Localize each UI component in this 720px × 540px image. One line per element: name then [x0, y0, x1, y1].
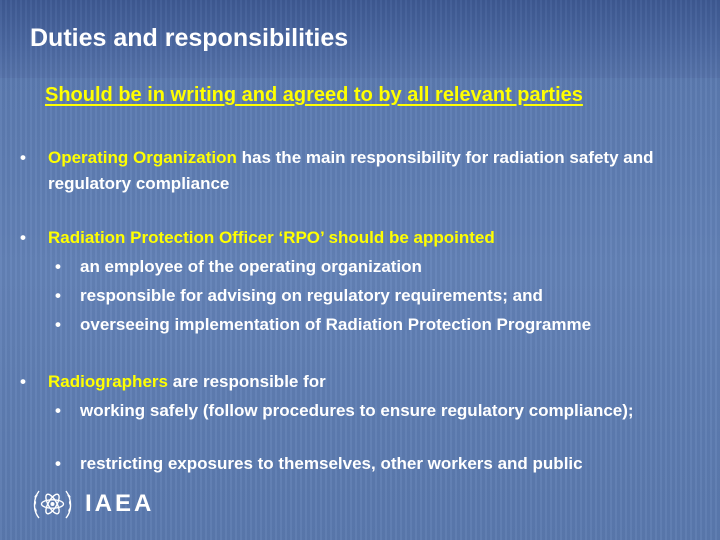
bullet-rest: are responsible for [167, 372, 326, 391]
bullet-marker: • [55, 401, 61, 420]
bullet-marker: • [55, 454, 61, 473]
bullet-marker: • [55, 257, 61, 276]
iaea-logo-text: IAEA [85, 490, 155, 517]
bullet-highlight: Operating Organization [48, 148, 237, 167]
sub-bullet-text: overseeing implementation of Radiation Protection Programme [80, 315, 592, 334]
bullet-highlight: Radiographers [48, 372, 168, 391]
bullet-marker: • [55, 315, 61, 334]
sub-bullet-text: an employee of the operating organization [80, 257, 422, 276]
sub-bullet-text: working safely (follow procedures to ensure regulatory compliance); [80, 401, 634, 420]
bullet-marker: • [20, 148, 26, 167]
bullet-marker: • [55, 286, 61, 305]
sub-bullet-text: restricting exposures to themselves, other workers and public [80, 454, 583, 473]
subtitle: Should be in writing and agreed to by all relevant parties [45, 84, 583, 106]
bullet-marker: • [20, 372, 26, 391]
iaea-atom-wreath-icon [30, 482, 75, 527]
title-bar [0, 0, 720, 78]
page-title: Duties and responsibilities [30, 24, 349, 52]
bullet-text [48, 145, 688, 197]
sub-bullet-text: responsible for advising on regulatory requirements; and [80, 286, 543, 305]
bullet-marker: • [20, 228, 26, 247]
bullet-text [48, 369, 688, 395]
bullet-rest: has the main responsibility for radiation safety and regulatory compliance [48, 148, 654, 193]
bullet-highlight: Radiation Protection Officer ‘RPO’ should be appointed [48, 228, 495, 247]
bullet-text [48, 225, 688, 251]
